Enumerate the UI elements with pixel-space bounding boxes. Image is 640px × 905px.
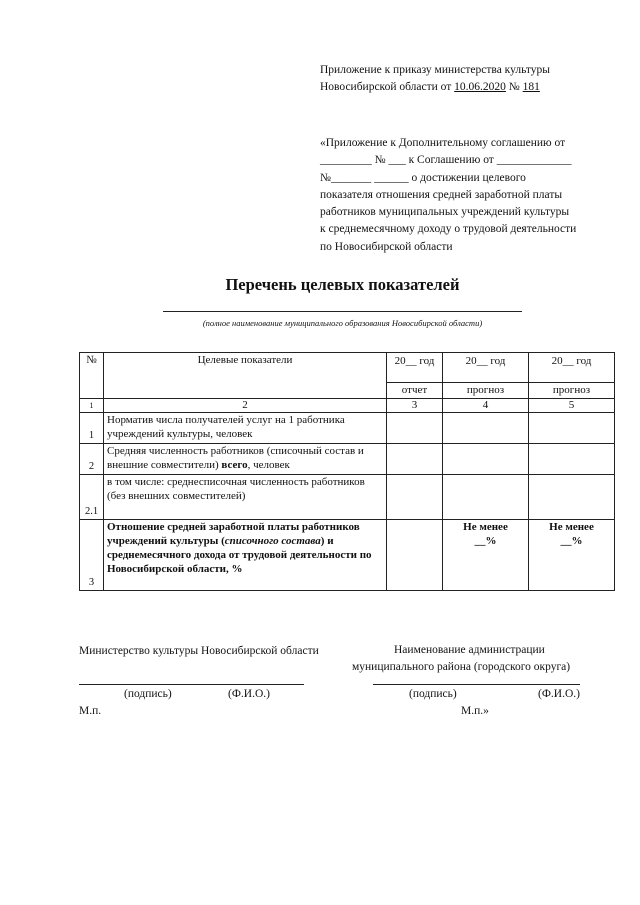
header-indicators: Целевые показатели [104,353,387,399]
header-col4-sub: прогноз [443,383,529,399]
row-indicator-part: Отношение средней заработной платы работников учреждений культуры ( [107,521,360,547]
indicators-table [79,352,615,591]
row-indicator [104,444,387,475]
row-value-col5 [529,475,615,520]
order-header-line2 [320,80,540,95]
row-number: 2.1 [80,475,104,520]
order-date: 10.06.2020 [454,81,506,93]
header-num: № [80,353,104,399]
annex-block [320,136,576,255]
table-row [80,520,615,591]
index-cell: 3 [387,399,443,413]
row-value-col3 [387,444,443,475]
order-number: 181 [522,81,540,93]
row-value-col4 [443,475,529,520]
row-number: 1 [80,413,104,444]
row-value-col4 [443,444,529,475]
table-row [80,444,615,475]
index-cell: 4 [443,399,529,413]
row-value-col4: Не менее __% [443,520,529,591]
right-fio-label: (Ф.И.О.) [538,688,580,700]
header-col5-year: 20__ год [529,353,615,383]
document-title: Перечень целевых показателей [225,275,460,294]
row-indicator [104,520,387,591]
row-value-col5: Не менее __% [529,520,615,591]
order-header-line1: Приложение к приказу министерства культуры [320,64,550,76]
annex-line: №_______ ______ о достижении целевого [320,171,526,184]
row-number: 3 [80,520,104,591]
municipality-caption: (полное наименование муниципального образования Новосибирской области) [202,318,483,328]
annex-line: к среднемесячному доходу о трудовой деятельности [320,223,577,236]
table-row [80,413,615,444]
header-col3-year: 20__ год [387,353,443,383]
index-cell: 2 [104,399,387,413]
row-indicator-part: ) и среднемесячного дохода от трудовой деятельности по Новосибирской области, % [107,535,372,575]
right-organization-line1: Наименование администрации [394,644,545,656]
row-indicator-italic: списочного состава [224,535,321,547]
left-signature-line [79,684,304,685]
row-value-col3 [387,520,443,591]
left-stamp-place: М.п. [79,705,102,717]
row-indicator: Норматив числа получателей услуг на 1 работника учреждений культуры, человек [104,413,387,444]
row-value-col5 [529,444,615,475]
header-col4-year: 20__ год [443,353,529,383]
table-row [80,475,615,520]
index-cell: 1 [80,399,104,413]
left-organization: Министерство культуры Новосибирской области [79,645,319,657]
right-organization-line2: муниципального района (городского округа) [352,661,571,673]
header-col5-sub: прогноз [529,383,615,399]
row-indicator-part: , человек [247,459,290,471]
row-value-col4 [443,413,529,444]
annex-line: по Новосибирской области [320,240,453,253]
annex-line: «Приложение к Дополнительному соглашению от [320,137,566,149]
header-col3-sub: отчет [387,383,443,399]
row-value-col5 [529,413,615,444]
table-index-row [80,399,615,413]
row-indicator-bold: всего [221,459,248,471]
left-signature-label: (подпись) [124,688,172,700]
order-num-sign: № [505,81,523,93]
table-header-row [80,353,615,383]
annex-line: работников муниципальных учреждений культуры [320,206,570,219]
right-signature-label: (подпись) [409,688,457,700]
right-signature-line [373,684,580,685]
row-number: 2 [80,444,104,475]
annex-line: показателя отношения средней заработной платы [320,188,563,201]
row-value-col3 [387,413,443,444]
row-value-col3 [387,475,443,520]
municipality-name-line [163,311,522,312]
order-header-prefix: Новосибирской области от [320,81,455,93]
row-indicator-part: Средняя численность работников (списочный состав и внешние совместители) [107,445,364,471]
left-fio-label: (Ф.И.О.) [228,688,270,700]
right-stamp-place: М.п.» [461,705,489,717]
annex-line: _________ № ___ к Соглашению от _____________ [320,154,572,167]
row-indicator: в том числе: среднесписочная численность работников (без внешних совместителей) [104,475,387,520]
index-cell: 5 [529,399,615,413]
